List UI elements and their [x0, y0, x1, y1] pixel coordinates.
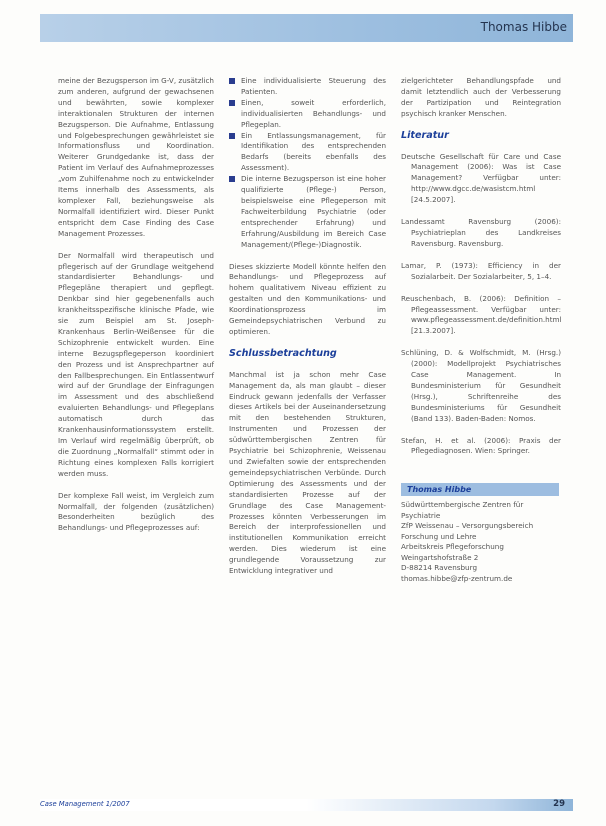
paragraph: Dieses skizzierte Modell könnte helfen den Behandlungs- und Pflegeprozess auf hohem qualitativem Niveau effizient zu gestalten und den Kommunikations- und Koordinationsprozess im Gemeindepsychiatrischen Verbund zu optimieren.: [229, 261, 386, 336]
bullet-list: [229, 76, 386, 251]
section-heading-literatur: Literatur: [401, 129, 449, 141]
paragraph: Der komplexe Fall weist, im Vergleich zum Normalfall, der folgenden (zusätzlichen) Besonderheiten bezüglich des Behandlungs- und Pflegeprozesses auf:: [58, 490, 214, 533]
bullet-item: Eine individualisierte Steuerung des Patienten.: [229, 76, 386, 98]
address-line: Südwürttembergische Zentren für Psychiatrie: [401, 500, 524, 520]
page-number: 29: [553, 799, 565, 809]
address-line: ZfP Weissenau – Versorgungsbereich Forschung und Lehre: [401, 521, 534, 541]
address-email: thomas.hibbe@zfp-zentrum.de: [401, 573, 513, 583]
paragraph: Der Normalfall wird therapeutisch und pflegerisch auf der Grundlage weitgehend standardisierter Behandlungs- und Pflegepläne therapiert und gepflegt. Denkbar sind hier gegebenenfalls auch krankheitsspezifische klinische Pfade, wie sie zum Beispiel am St. Joseph-Krankenhaus Berlin-Weißensee für die Schizophrenie entwickelt wurden. Eine interne Bezugspflegeperson koordiniert den Prozess und ist Ansprechpartner auf den Fallbesprechungen. Ein Entlassentwurf wird auf der Grundlage der Einfragungen im Assessment und des abschließend evaluierten Behandlungs- und Pflegeplans automatisch durch das Krankenhausinformationssystem erstellt. Im Verlauf wird regelmäßig überprüft, ob die Zuordnung „Normalfall“ stimmt oder in Richtung eines komplexen Falls korrigiert werden muss.: [58, 250, 214, 478]
bullet-item: Die interne Bezugsperson ist eine hoher qualifizierte (Pflege-) Person, beispielsweise eine Pflegeperson mit Fachweiterbildung Psychiatrie (oder entsprechender Erfahrung) und Erfahrung/Ausbildung im Bereich Case Management/(Pflege-)Diagnostik.: [229, 174, 386, 250]
reference-item: Deutsche Gesellschaft für Care und Case Management (2006): Was ist Case Management? Verfügbar unter: http://www.dgcc.de/wasistcm.html [24.5.2007].: [401, 151, 561, 205]
address-line: D-88214 Ravensburg: [401, 563, 478, 573]
reference-item: Reuschenbach, B. (2006): Definition – Pflegeassessment. Verfügbar unter: www.pflegeassessment.de/definition.html [21.3.2007].: [401, 293, 562, 336]
footer-journal: Case Management 1/2007: [40, 800, 130, 808]
address-line: Arbeitskreis Pflegeforschung: [401, 542, 504, 552]
column-right: [401, 76, 561, 584]
reference-item: Lamar, P. (1973): Efficiency in der Sozialarbeit. Der Sozialarbeiter, 5, 1–4.: [401, 260, 561, 281]
bullet-item: Einen, soweit erforderlich, individualisierten Behandlungs- und Pflegeplan.: [229, 98, 386, 131]
bullet-item: Ein Entlassungsmanagement, für Identifikation des entsprechenden Bedarfs (bereits ebenfalls des Assessment).: [229, 131, 386, 175]
column-left: [58, 76, 214, 545]
reference-list: [401, 152, 561, 458]
header-bar: [40, 14, 573, 42]
reference-item: Schlüning, D. & Wolfschmidt, M. (Hrsg.) (2000): Modellprojekt Psychiatrisches Case Management. In Bundesministerium für Gesundheit (Hrsg.), Schriftenreihe des Bundesministeriums für Gesundheit (Band 133). Baden-Baden: Nomos.: [401, 348, 561, 423]
reference-item: Stefan, H. et al. (2006): Praxis der Pflegediagnosen. Wien: Springer.: [401, 435, 561, 456]
author-address: [401, 500, 561, 584]
reference-item: Landessamt Ravensburg (2006): Psychiatrieplan des Landkreises Ravensburg. Ravensburg.: [401, 217, 561, 248]
paragraph: Manchmal ist ja schon mehr Case Management da, als man glaubt – dieser Eindruck gewann jedenfalls der Verfasser dieses Artikels bei der Auseinandersetzung mit den bestehenden Strukturen, Instrumenten und Prozessen der südwürttembergischen Zentren für Psychiatrie bei Schizophrenie, Weissenau und Zwiefalten sowie der entsprechenden gemeindepsychiatrischen Verbünde. Durch Optimierung des Assessments und der standardisierten Prozesse auf der Grundlage des Case Management-Prozesses könnten Verbesserungen im Bereich der interprofessionellen und institutionellen Kommunikation erreicht werden. Dies wiederum ist eine grundlegende Voraussetzung zur Entwicklung integrativer und: [229, 369, 386, 576]
section-heading-schlussbetrachtung: Schlussbetrachtung: [229, 347, 337, 359]
header-author: Thomas Hibbe: [480, 20, 567, 34]
author-box: Thomas Hibbe: [401, 483, 559, 496]
address-line: Weingartshofstraße 2: [401, 552, 479, 562]
footer-bar: [40, 799, 573, 811]
paragraph: meine der Bezugsperson im G-V, zusätzlich zum anderen, aufgrund der gewachsenen und bewährten, sowie komplexer interaktionalen Strukturen der internen Bezugsperson. Die Aufnahme, Entlassung und Folgebesprechungen gewährleistet sie Informationsfluss und Koordination. Weiterer Grundgedanke ist, dass der Patient im Verlauf des Aufnahmeprozesses „vom Zuhilfenahme noch zu entwickelnder Items innerhalb des Assessments, als komplexer Fall, beziehungsweise als Normalfall identifiziert wird. Dieser Punkt entspricht dem Case Finding des Case Management Prozesses.: [58, 76, 214, 238]
column-middle: [229, 76, 386, 588]
paragraph: zielgerichteter Behandlungspfade und damit letztendlich auch der Verbesserung der Partizipation und Reintegration psychisch kranker Menschen.: [401, 76, 561, 118]
